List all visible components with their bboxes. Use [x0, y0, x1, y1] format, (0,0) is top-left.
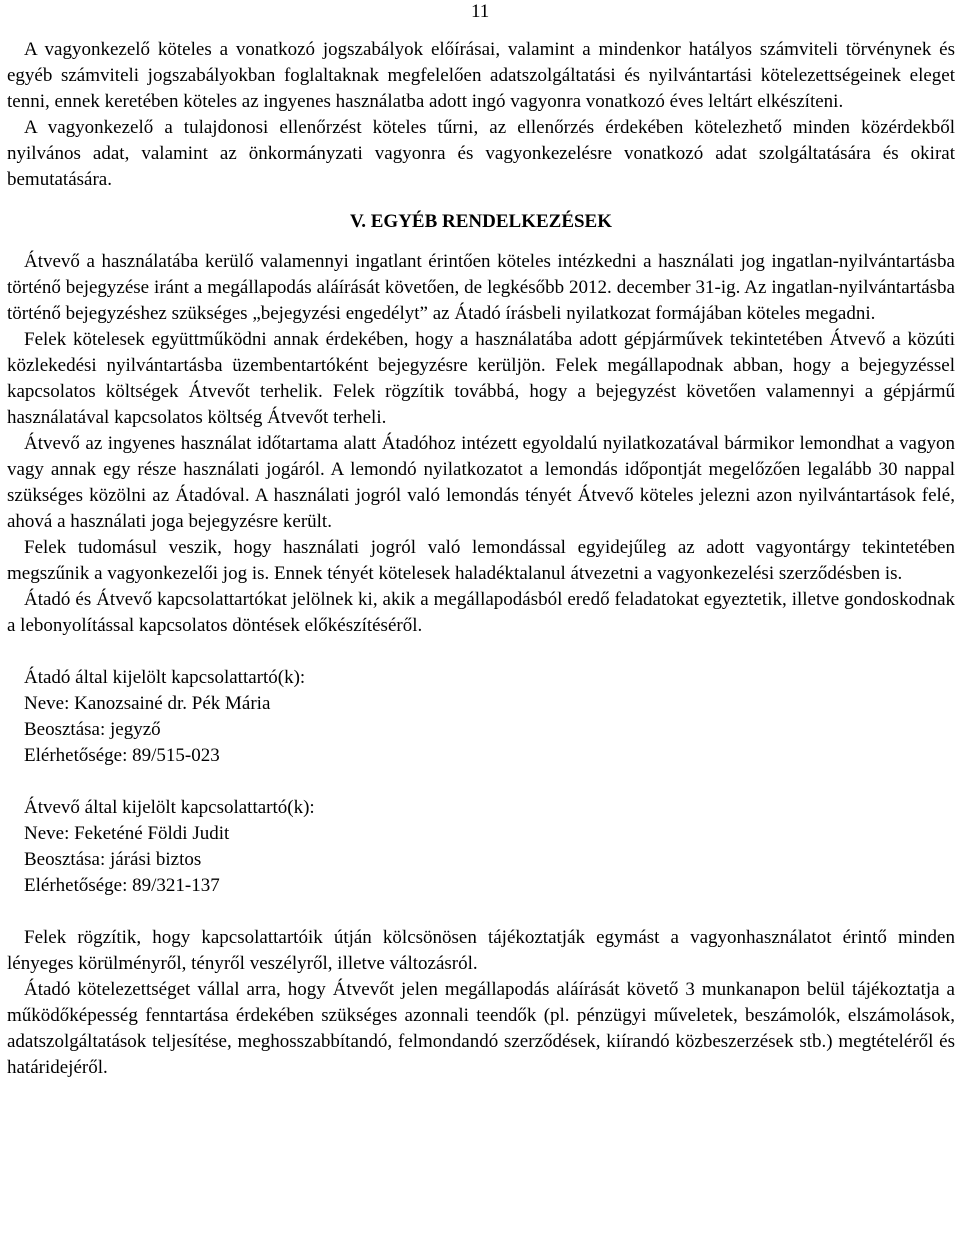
paragraph-owner-control: A vagyonkezelő a tulajdonosi ellenőrzést köteles tűrni, az ellenőrzés érdekében kötelezhető minden közérdekből nyilvános adat, valamint az önkormányzati vagyonra és vagyonkezelésre vonatkozó adat szolgáltatására és okirat bemutatására.	[7, 117, 955, 190]
paragraph-land-registry: Átvevő a használatába kerülő valamennyi ingatlant érintően köteles intézkedni a használati jog ingatlan-nyilvántartásba történő bejegyzése iránt a megállapodás aláírását követően, de legkésőbb 2012. december 31-ig. Az ingatlan-nyilvántartásba történő bejegyzéshez szükséges „bejegyzési engedélyt” az Átadó írásbeli nyilatkozat formájában köteles megadni.	[7, 251, 955, 324]
section-title: V. EGYÉB RENDELKEZÉSEK	[349, 211, 613, 232]
contact-phone: Elérhetősége: 89/321-137	[24, 875, 220, 896]
document-content	[7, 37, 955, 1081]
paragraph-inventory-obligation: A vagyonkezelő köteles a vonatkozó jogszabályok előírásai, valamint a mindenkor hatályos számviteli törvénynek és egyéb számviteli jogszabályokban foglaltaknak megfelelően adatszolgáltatási és nyilvántartási kötelezettségeinek eleget tenni, ennek keretében köteles az ingyenes használatba adott ingó vagyonra vonatkozó éves leltárt elkészíteni.	[7, 39, 955, 112]
paragraph-vehicles: Felek kötelesek együttműködni annak érdekében, hogy a használatába adott gépjárművek tekintetében Átvevő a közúti közlekedési nyilvántartásba üzembentartóként bejegyzésre kerüljön. Felek megállapodnak abban, hogy a bejegyzéssel kapcsolatos költségek Átvevőt terhelik. Felek rögzítik továbbá, hogy a bejegyzést követően valamennyi a gépjármű használatával kapcsolatos költség Átvevőt terheli.	[7, 329, 955, 428]
paragraph-asset-management-end: Felek tudomásul veszik, hogy használati jogról való lemondással egyidejűleg az adott vagyontárgy tekintetében megszűnik a vagyonkezelői jog is. Ennek tényét kötelesek haladéktalanul átvezetni a vagyonkezelési szerződésben is.	[7, 537, 955, 584]
paragraph-mutual-information: Felek rögzítik, hogy kapcsolattartóik útján kölcsönösen tájékoztatják egymást a vagyonhasználatot érintő minden lényeges körülményről, tényről veszélyről, illetve változásról.	[7, 927, 955, 974]
paragraph-waiver: Átvevő az ingyenes használat időtartama alatt Átadóhoz intézett egyoldalú nyilatkozatával bármikor lemondhat a vagyon vagy annak egy része használati jogáról. A lemondó nyilatkozatot a lemondás időpontját megelőzően legalább 30 nappal szükséges közölni az Átadóval. A használati jogról való lemondás tényét Átvevő köteles jelezni azon nyilvántartások felé, ahová a használati joga bejegyzésre került.	[7, 433, 955, 532]
contact-heading: Átvevő által kijelölt kapcsolattartó(k):	[24, 797, 315, 818]
spacer	[7, 769, 955, 795]
contact-position: Beosztása: járási biztos	[24, 849, 202, 870]
contact-block-transferee	[24, 795, 955, 899]
paragraph-contact-persons: Átadó és Átvevő kapcsolattartókat jelölnek ki, akik a megállapodásból eredő feladatokat egyeztetik, illetve gondoskodnak a lebonyolítással kapcsolatos döntések előkészítéséről.	[7, 589, 955, 636]
spacer	[7, 899, 955, 925]
contact-heading: Átadó által kijelölt kapcsolattartó(k):	[24, 667, 306, 688]
document-page	[7, 0, 955, 1248]
contact-position: Beosztása: jegyző	[24, 719, 161, 740]
contact-name: Neve: Kanozsainé dr. Pék Mária	[24, 693, 271, 714]
contact-name: Neve: Feketéné Földi Judit	[24, 823, 230, 844]
page-number: 11	[471, 1, 490, 22]
contact-phone: Elérhetősége: 89/515-023	[24, 745, 220, 766]
paragraph-transferor-obligation: Átadó kötelezettséget vállal arra, hogy Átvevőt jelen megállapodás aláírását követő 3 munkanapon belül tájékoztatja a működőképesség fenntartása érdekében szükséges azonnali teendők (pl. pénzügyi műveletek, beszámolók, elszámolások, adatszolgáltatások teljesítése, meghosszabbítandó, felmondandó szerződések, kiírandó közbeszerzések stb.) megtételéről és határidejéről.	[7, 979, 955, 1078]
contact-block-transferor	[24, 665, 955, 769]
spacer	[7, 639, 955, 665]
